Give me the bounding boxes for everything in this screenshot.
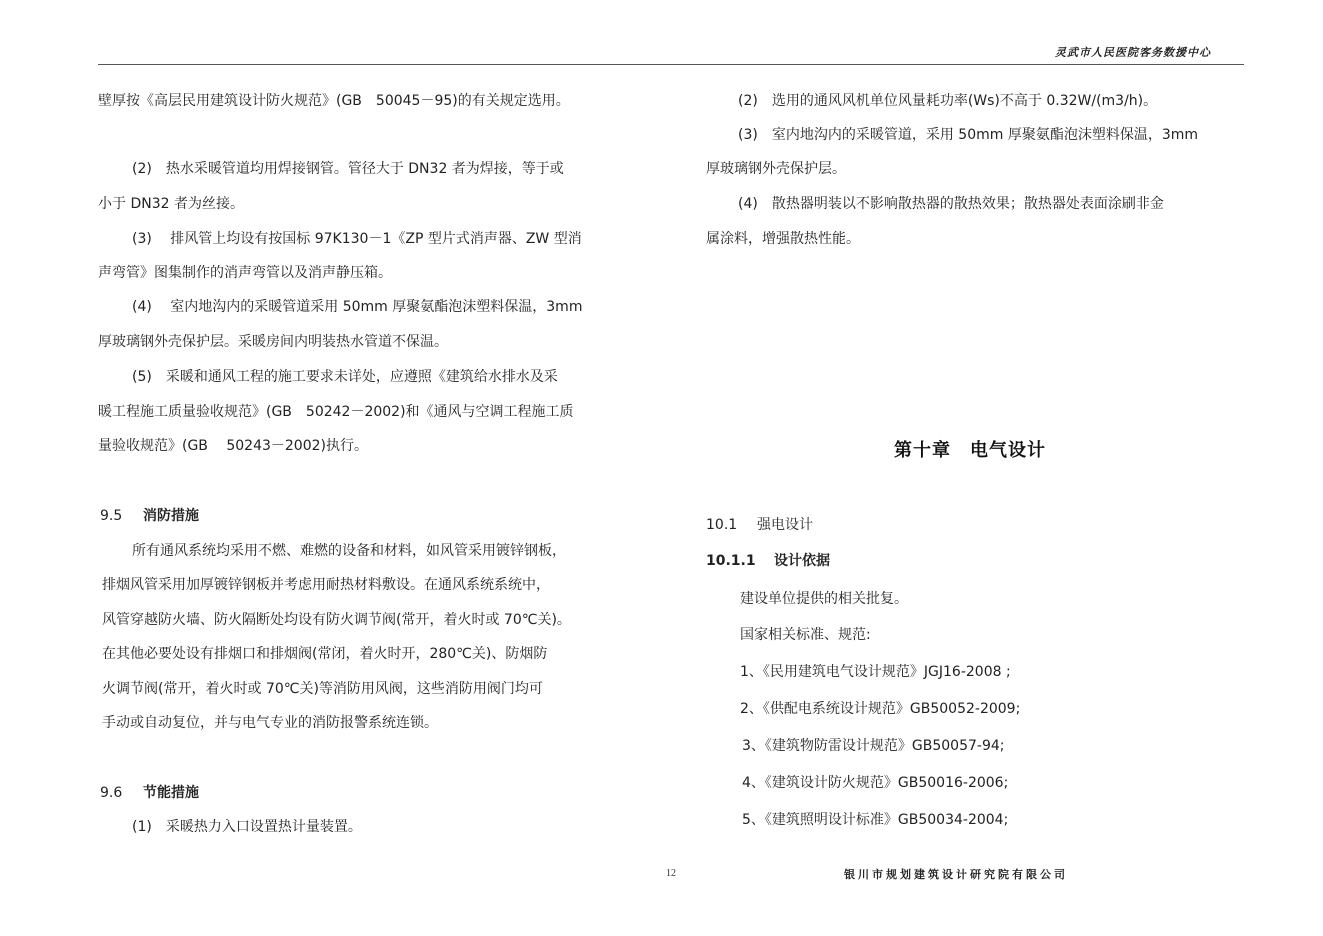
list-item: 3、《建筑物防雷设计规范》GB50057-94; bbox=[742, 738, 1005, 754]
section-heading: 消防措施 bbox=[143, 508, 199, 524]
text-line: (2) 热水采暖管道均用焊接钢管。管径大于 DN32 者为焊接，等于或 bbox=[132, 161, 564, 177]
section-heading: 强电设计 bbox=[757, 517, 813, 533]
text-line: 壁厚按《高层民用建筑设计防火规范》(GB 50045－95)的有关规定选用。 bbox=[98, 93, 570, 109]
header-divider bbox=[98, 64, 1244, 65]
text-line: 厚玻璃钢外壳保护层。 bbox=[706, 161, 846, 177]
text-line: 在其他必要处设有排烟口和排烟阀(常闭，着火时开，280℃关)、防烟防 bbox=[102, 646, 548, 662]
section-number: 9.5 bbox=[100, 508, 123, 524]
text-line: (5) 采暖和通风工程的施工要求未详处，应遵照《建筑给水排水及采 bbox=[132, 369, 558, 385]
text-line: 量验收规范》(GB 50243－2002)执行。 bbox=[98, 438, 368, 454]
text-line: 声弯管》图集制作的消声弯管以及消声静压箱。 bbox=[98, 265, 392, 281]
chapter-title: 第十章 电气设计 bbox=[894, 440, 1046, 461]
list-item: 1、《民用建筑电气设计规范》JGJ16-2008 ; bbox=[740, 664, 1011, 680]
section-number: 9.6 bbox=[100, 785, 123, 801]
text-line: 所有通风系统均采用不燃、难燃的设备和材料，如风管采用镀锌钢板， bbox=[132, 543, 566, 559]
subsection-number: 10.1.1 bbox=[706, 553, 756, 569]
text-line: 厚玻璃钢外壳保护层。采暖房间内明装热水管道不保温。 bbox=[98, 334, 448, 350]
text-line: 建设单位提供的相关批复。 bbox=[740, 591, 908, 607]
text-line: 风管穿越防火墙、防火隔断处均设有防火调节阀(常开，着火时或 70℃关)。 bbox=[102, 612, 571, 628]
list-item: 2、《供配电系统设计规范》GB50052-2009; bbox=[740, 701, 1021, 717]
text-line: (4) 室内地沟内的采暖管道采用 50mm 厚聚氨酯泡沫塑料保温，3mm bbox=[132, 299, 583, 315]
text-line: 手动或自动复位，并与电气专业的消防报警系统连锁。 bbox=[102, 715, 438, 731]
text-line: 小于 DN32 者为丝接。 bbox=[98, 196, 244, 212]
text-line: 属涂料，增强散热性能。 bbox=[706, 231, 860, 247]
text-line: 排烟风管采用加厚镀锌钢板并考虑用耐热材料敷设。在通风系统系统中， bbox=[102, 577, 550, 593]
section-number: 10.1 bbox=[706, 517, 738, 533]
text-line: (1) 采暖热力入口设置热计量装置。 bbox=[132, 819, 362, 835]
text-line: (4) 散热器明装以不影响散热器的散热效果；散热器处表面涂刷非金 bbox=[738, 196, 1164, 212]
text-line: 暖工程施工质量验收规范》(GB 50242－2002)和《通风与空调工程施工质 bbox=[98, 404, 574, 420]
footer-organization: 银川市规划建筑设计研究院有限公司 bbox=[844, 868, 1068, 881]
list-item: 5、《建筑照明设计标准》GB50034-2004; bbox=[742, 812, 1009, 828]
subsection-heading: 设计依据 bbox=[774, 553, 830, 569]
text-line: (2) 选用的通风风机单位风量耗功率(Ws)不高于 0.32W/(m3/h)。 bbox=[738, 93, 1158, 109]
text-line: (3) 室内地沟内的采暖管道，采用 50mm 厚聚氨酯泡沫塑料保温，3mm bbox=[738, 127, 1199, 143]
header-title: 灵武市人民医院客务数援中心 bbox=[1055, 46, 1211, 59]
section-heading: 节能措施 bbox=[143, 785, 199, 801]
text-line: 国家相关标准、规范: bbox=[740, 627, 871, 643]
text-line: (3) 排风管上均设有按国标 97K130－1《ZP 型片式消声器、ZW 型消 bbox=[132, 231, 582, 247]
page-number: 12 bbox=[666, 868, 676, 879]
text-line: 火调节阀(常开，着火时或 70℃关)等消防用风阀，这些消防用阀门均可 bbox=[102, 681, 543, 697]
list-item: 4、《建筑设计防火规范》GB50016-2006; bbox=[742, 775, 1009, 791]
